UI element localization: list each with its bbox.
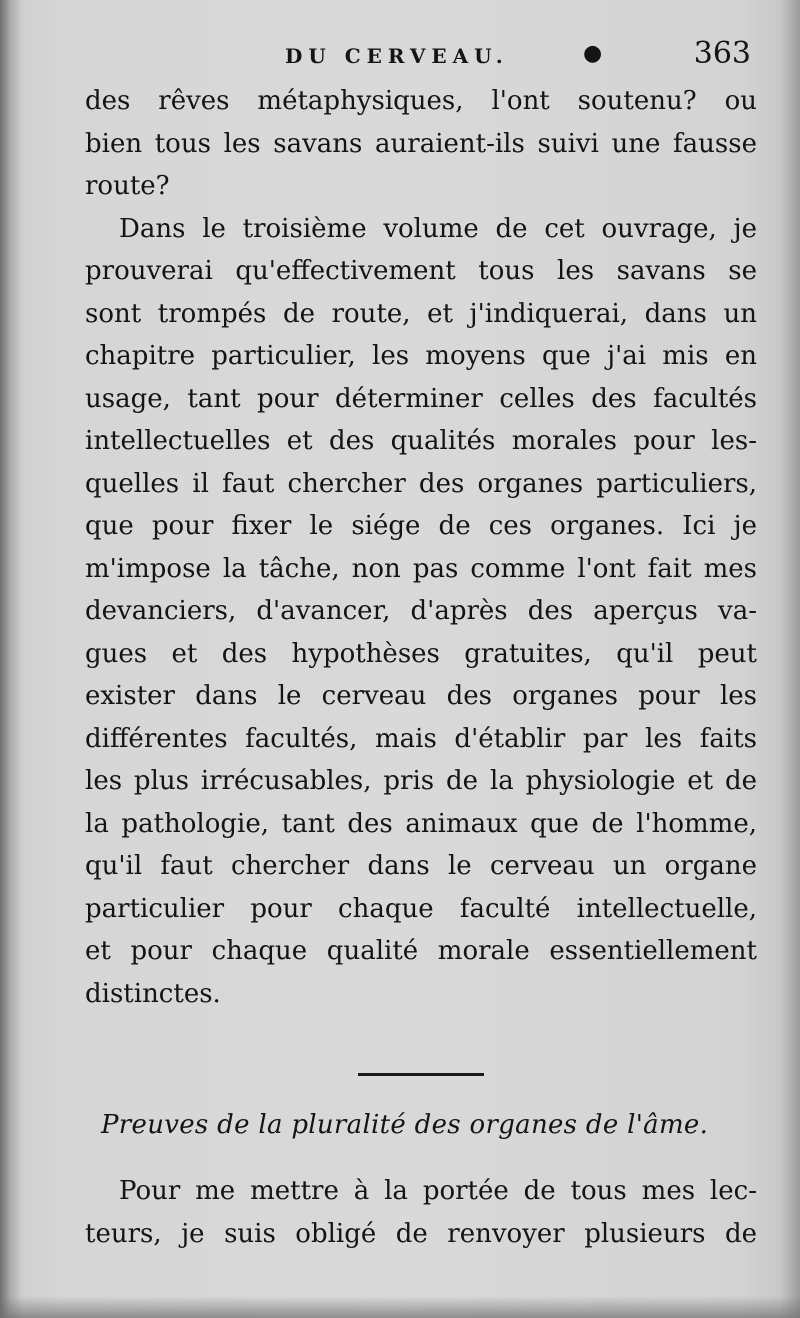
- text-line: et pour chaque qualité morale essentiellement: [85, 936, 757, 966]
- book-page: [85, 30, 757, 1255]
- text-line: gues et des hypothèses gratuites, qu'il peut: [85, 638, 757, 669]
- running-head-title: DU CERVEAU.: [285, 44, 509, 68]
- text-line: m'impose la tâche, non pas comme l'ont fait mes: [85, 553, 757, 584]
- paragraph-2: [85, 208, 757, 1016]
- text-line: des rêves métaphysiques, l'ont soutenu? ou: [85, 86, 757, 116]
- text-line: les plus irrécusables, pris de la physiologie et de: [85, 766, 757, 796]
- paragraph-3: [85, 1170, 757, 1255]
- text-line: Dans le troisième volume de cet ouvrage, je: [119, 213, 757, 244]
- running-head: [85, 30, 757, 80]
- text-line: que pour fixer le siége de ces organes. Ici je: [85, 511, 757, 541]
- text-line: différentes facultés, mais d'établir par les faits: [85, 723, 757, 754]
- text-line: teurs, je suis obligé de renvoyer plusieurs de: [85, 1218, 757, 1249]
- text-line: devanciers, d'avancer, d'après des aperçus va-: [85, 596, 757, 626]
- text-line: quelles il faut chercher des organes particuliers,: [85, 468, 757, 499]
- text-line: prouverai qu'effectivement tous les savans se: [85, 256, 757, 286]
- page-number: 363: [693, 36, 751, 71]
- text-line: chapitre particulier, les moyens que j'ai mis en: [85, 341, 757, 371]
- paragraph-1: [85, 80, 757, 208]
- text-line: bien tous les savans auraient-ils suivi une fausse: [85, 128, 757, 159]
- section-title: Preuves de la pluralité des organes de l'âme.: [101, 1110, 709, 1140]
- running-head-mark: ●: [583, 41, 603, 66]
- text-line: route?: [85, 171, 170, 201]
- text-line: intellectuelles et des qualités morales pour les-: [85, 426, 757, 456]
- text-line: Pour me mettre à la portée de tous mes lec-: [119, 1176, 757, 1206]
- text-line: exister dans le cerveau des organes pour les: [85, 681, 757, 711]
- text-line: particulier pour chaque faculté intellectuelle,: [85, 893, 757, 924]
- text-line: sont trompés de route, et j'indiquerai, dans un: [85, 298, 757, 329]
- page-edge-shadow: [0, 1296, 800, 1318]
- text-line: distinctes.: [85, 978, 221, 1009]
- text-line: usage, tant pour déterminer celles des facultés: [85, 383, 757, 414]
- text-line: qu'il faut chercher dans le cerveau un organe: [85, 851, 757, 881]
- text-line: la pathologie, tant des animaux que de l'homme,: [85, 808, 757, 839]
- section-divider: [358, 1073, 484, 1076]
